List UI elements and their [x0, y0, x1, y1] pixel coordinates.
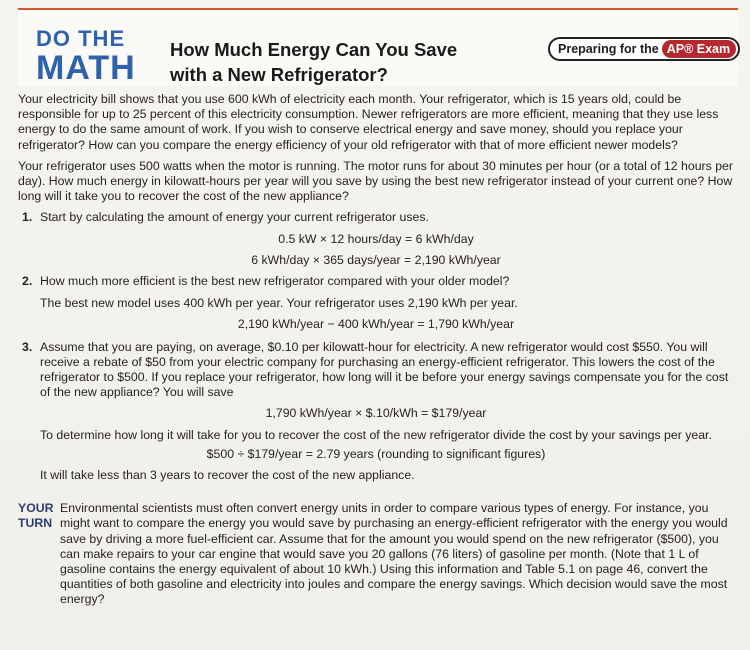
step-note: The best new model uses 400 kWh per year. Your refrigerator uses 2,190 kWh per year.	[40, 296, 518, 311]
step-3	[18, 340, 734, 401]
page-title	[170, 37, 500, 87]
page-body	[18, 92, 734, 608]
page-header	[18, 8, 738, 86]
intro-paragraph-2: Your refrigerator uses 500 watts when the motor is running. The motor runs for about 30 minutes per hour (or a total of 12 hours per day). How much energy in kilowatt-hours per year will you save by using the best new refrigerator instead of your current one? How long will it take you to recover the cost of the new appliance?	[18, 158, 733, 204]
your-turn-text: Environmental scientists must often convert energy units in order to compare various types of energy. For instance, you might want to compare the energy you would save by purchasing an energy-efficient refrigerator with the energy you would save by driving a more fuel-efficient car. Assume that for the amount you would spend on the new refrigerator ($500), you can make repairs to your car engine that would save you 20 gallons (76 liters) of gasoline per month. (Note that 1 L of gasoline contains the energy equivalent of about 10 kWh.) Using this information and Table 5.1 on page 46, convert the quantities of both gasoline and electricity into joules and compare the energy savings. Which decision would save the most energy?	[60, 501, 728, 607]
your-turn-label-line-1: YOUR	[18, 501, 54, 516]
equation: 6 kWh/day × 365 days/year = 2,190 kWh/year	[251, 252, 501, 267]
equation: $500 ÷ $179/year = 2.79 years (rounding to significant figures)	[206, 446, 546, 461]
step-text: Start by calculating the amount of energy your current refrigerator uses.	[40, 210, 429, 225]
your-turn-label	[18, 501, 60, 607]
equation: 2,190 kWh/year − 400 kWh/year = 1,790 kWh/year	[237, 317, 515, 332]
equation: 0.5 kW × 12 hours/day = 6 kWh/day	[278, 231, 474, 246]
step-1	[18, 210, 734, 225]
ap-prefix: Preparing for the	[558, 42, 659, 56]
step-number: 2.	[22, 274, 33, 289]
title-line-1: How Much Energy Can You Save	[170, 39, 458, 60]
step-conclusion: It will take less than 3 years to recover the cost of the new appliance.	[40, 468, 415, 483]
your-turn-box	[18, 501, 734, 607]
step-number: 1.	[22, 210, 33, 225]
equation: 1,790 kWh/year × $.10/kWh = $179/year	[265, 406, 487, 421]
ap-exam-badge	[548, 37, 740, 61]
badge-line-1: DO THE	[36, 26, 126, 51]
ap-tag: AP® Exam	[662, 40, 736, 58]
your-turn-label-line-2: TURN	[18, 516, 53, 531]
step-2	[18, 274, 734, 289]
step-text: Assume that you are paying, on average, $0.10 per kilowatt-hour for electricity. A new refrigerator would cost $550. You will receive a rebate of $50 from your electric company for purchasing an energy-efficient refrigerator. This lowers the cost of the refrigerator to $500. If you replace your refrigerator, how long will it be before your energy savings compensate you for the cost of the new appliance? You will save	[40, 339, 729, 400]
step-followup: To determine how long it will take for you to recover the cost of the new refrigerator divide the cost by your savings per year.	[40, 427, 712, 442]
intro-paragraph-1: Your electricity bill shows that you use 600 kWh of electricity each month. Your refrigerator, which is 15 years old, could be responsible for up to 25 percent of this electricity consumption. Newer refrigerators are more efficient, meaning that they use less energy to do the same amount of work. If you wish to conserve electrical energy and save money, should you replace your refrigerator? How can you compare the energy efficiency of your old refrigerator with that of more efficient newer models?	[18, 92, 719, 152]
do-the-math-badge	[36, 28, 148, 85]
badge-line-2: MATH	[36, 49, 136, 87]
title-line-2: with a New Refrigerator?	[170, 64, 388, 85]
step-text: How much more efficient is the best new refrigerator compared with your older model?	[40, 274, 510, 289]
step-number: 3.	[22, 339, 33, 354]
